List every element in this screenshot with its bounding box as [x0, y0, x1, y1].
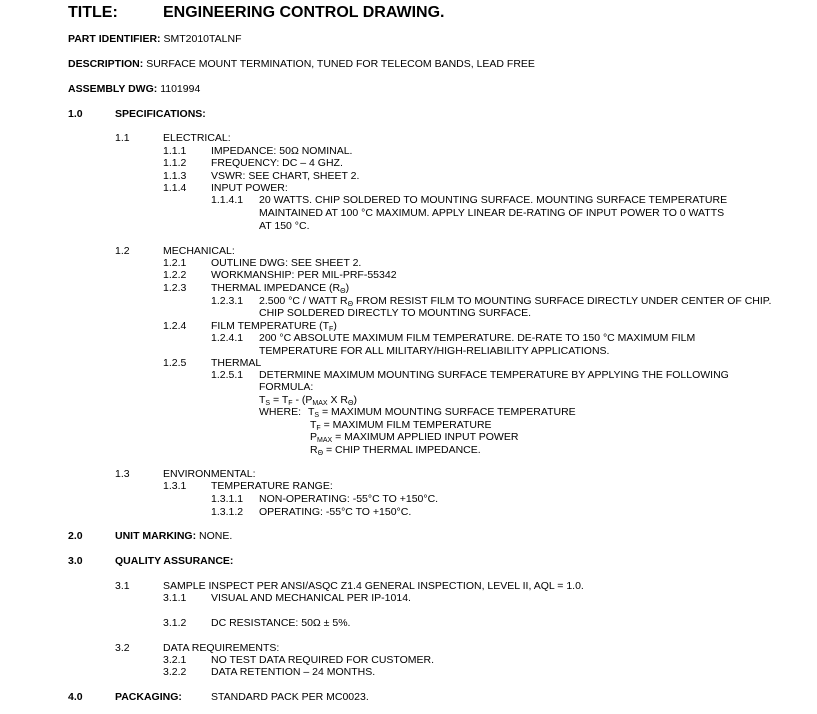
item-text: ENVIRONMENTAL:	[163, 468, 256, 480]
item-num: 1.3.1.1	[211, 493, 244, 505]
section-4-number: 4.0	[68, 691, 83, 703]
section-3-title: QUALITY ASSURANCE:	[115, 555, 234, 567]
item-text: DATA REQUIREMENTS:	[163, 642, 280, 654]
section-2-number: 2.0	[68, 530, 83, 542]
item-text: 200 °C ABSOLUTE MAXIMUM FILM TEMPERATURE. DE-RATE TO 150 °C MAXIMUM FILM	[259, 332, 696, 344]
item-text: DATA RETENTION – 24 MONTHS.	[211, 666, 376, 678]
section-1-title: SPECIFICATIONS:	[115, 108, 206, 120]
item-text: 2.500 °C / WATT $R_\Theta$ FROM RESIST FILM TO MOUNTING SURFACE DIRECTLY UNDER CENTER OF CHIP.	[259, 295, 772, 308]
item-num: 1.3	[115, 468, 130, 480]
assembly-dwg-value: 1101994	[160, 83, 201, 95]
item-num: 3.2	[115, 642, 130, 654]
item-text: FREQUENCY: DC – 4 GHZ.	[211, 157, 343, 169]
item-num: 1.1.4.1	[211, 194, 244, 206]
item-text: INPUT POWER:	[211, 182, 288, 194]
item-num: 1.2.3.1	[211, 295, 244, 307]
where-item: $P_{MAX}$ = MAXIMUM APPLIED INPUT POWER	[310, 431, 519, 444]
section-1-number: 1.0	[68, 108, 83, 120]
item-num: 1.1.2	[163, 157, 187, 169]
item-text: THERMAL IMPEDANCE $(R_\Theta)$	[211, 282, 350, 295]
item-text: AT 150 °C.	[259, 220, 310, 232]
item-text: 20 WATTS. CHIP SOLDERED TO MOUNTING SURFACE. MOUNTING SURFACE TEMPERATURE	[259, 194, 728, 206]
item-text: NO TEST DATA REQUIRED FOR CUSTOMER.	[211, 654, 435, 666]
assembly-dwg	[68, 83, 200, 95]
item-num: 1.1	[115, 132, 130, 144]
description	[68, 58, 535, 70]
item-text: IMPEDANCE: 50Ω NOMINAL.	[211, 145, 353, 157]
part-identifier-value: SMT2010TALNF	[163, 33, 242, 45]
item-num: 1.2.3	[163, 282, 187, 294]
unit-marking-value: NONE.	[199, 530, 233, 542]
item-text: VISUAL AND MECHANICAL PER IP-1014.	[211, 592, 411, 604]
item-text: NON-OPERATING: -55°C TO +150°C.	[259, 493, 439, 505]
item-text: FILM TEMPERATURE $(T_F)$	[211, 320, 337, 333]
item-text: OPERATING: -55°C TO +150°C.	[259, 506, 412, 518]
title-label: TITLE:	[68, 4, 118, 21]
item-num: 3.2.2	[163, 666, 187, 678]
item-text: CHIP SOLDERED DIRECTLY TO MOUNTING SURFACE.	[259, 307, 532, 319]
item-num: 1.1.4	[163, 182, 187, 194]
item-text: SAMPLE INSPECT PER ANSI/ASQC Z1.4 GENERAL INSPECTION, LEVEL II, AQL = 1.0.	[163, 580, 584, 592]
item-text: TEMPERATURE FOR ALL MILITARY/HIGH-RELIABILITY APPLICATIONS.	[259, 345, 610, 357]
item-text: FORMULA:	[259, 381, 314, 393]
unit-marking	[115, 530, 232, 542]
formula: $T_S = T_F - (P_{MAX}$ X $R_\Theta$)	[259, 394, 357, 407]
packaging-value: STANDARD PACK PER MC0023.	[211, 691, 369, 703]
item-num: 1.2.5	[163, 357, 187, 369]
item-text: THERMAL	[211, 357, 262, 369]
item-num: 1.1.1	[163, 145, 187, 157]
item-num: 1.2.1	[163, 257, 187, 269]
item-text: DC RESISTANCE: 50Ω ± 5%.	[211, 617, 351, 629]
assembly-dwg-label: ASSEMBLY DWG:	[68, 83, 158, 95]
document-title: ENGINEERING CONTROL DRAWING.	[163, 4, 445, 21]
item-num: 1.2.2	[163, 269, 187, 281]
description-value: SURFACE MOUNT TERMINATION, TUNED FOR TELECOM BANDS, LEAD FREE	[146, 58, 535, 70]
item-num: 1.1.3	[163, 170, 187, 182]
item-text: VSWR: SEE CHART, SHEET 2.	[211, 170, 360, 182]
item-text: MECHANICAL:	[163, 245, 235, 257]
packaging-label: PACKAGING:	[115, 691, 182, 703]
item-num: 1.3.1.2	[211, 506, 244, 518]
item-num: 3.1.2	[163, 617, 187, 629]
item-text: OUTLINE DWG: SEE SHEET 2.	[211, 257, 362, 269]
section-3-number: 3.0	[68, 555, 83, 567]
item-text: WORKMANSHIP: PER MIL-PRF-55342	[211, 269, 397, 281]
item-num: 3.1.1	[163, 592, 187, 604]
part-identifier-label: PART IDENTIFIER:	[68, 33, 161, 45]
where-item: $R_\Theta$ = CHIP THERMAL IMPEDANCE.	[310, 444, 481, 457]
item-num: 3.2.1	[163, 654, 187, 666]
unit-marking-label: UNIT MARKING:	[115, 530, 197, 542]
item-num: 1.2.4.1	[211, 332, 244, 344]
where-label: WHERE:	[259, 406, 301, 418]
item-num: 1.2	[115, 245, 130, 257]
part-identifier	[68, 33, 241, 45]
item-text: TEMPERATURE RANGE:	[211, 480, 333, 492]
item-num: 1.2.5.1	[211, 369, 244, 381]
where-item: $T_S$ = MAXIMUM MOUNTING SURFACE TEMPERATURE	[308, 406, 576, 419]
item-num: 1.2.4	[163, 320, 187, 332]
description-label: DESCRIPTION:	[68, 58, 144, 70]
where-item: $T_F$ = MAXIMUM FILM TEMPERATURE	[310, 419, 492, 432]
item-num: 3.1	[115, 580, 130, 592]
item-text: DETERMINE MAXIMUM MOUNTING SURFACE TEMPERATURE BY APPLYING THE FOLLOWING	[259, 369, 729, 381]
item-text: ELECTRICAL:	[163, 132, 231, 144]
item-num: 1.3.1	[163, 480, 187, 492]
item-text: MAINTAINED AT 100 °C MAXIMUM. APPLY LINEAR DE-RATING OF INPUT POWER TO 0 WATTS	[259, 207, 725, 219]
